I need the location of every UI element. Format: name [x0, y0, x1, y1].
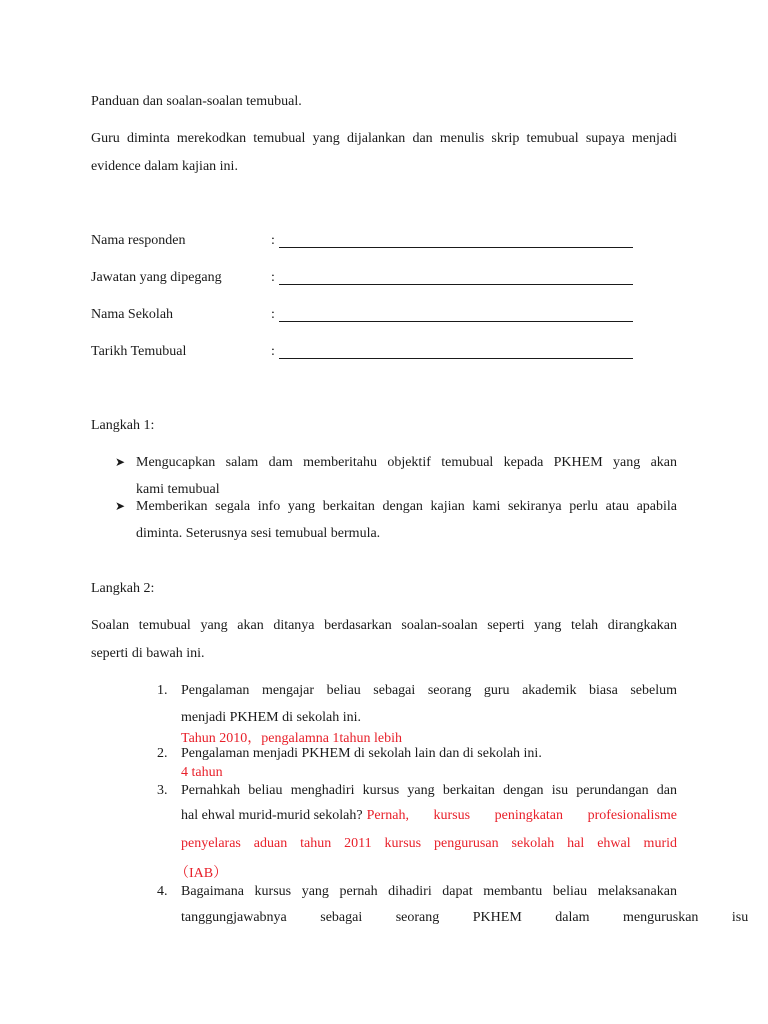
field-colon: :	[271, 344, 275, 359]
question-3-number: 3.	[157, 783, 168, 798]
step2-title: Langkah 2:	[91, 581, 155, 596]
field-label: Nama Sekolah	[91, 307, 174, 322]
question-2-line1: Pengalaman menjadi PKHEM di sekolah lain dan di sekolah ini.	[181, 746, 542, 761]
form-field-tarikh	[0, 344, 768, 364]
question-3-line2-question: hal ehwal murid-murid sekolah?	[181, 808, 363, 823]
question-1-line1: Pengalaman mengajar beliau sebagai seorang guru akademik biasa sebelum	[181, 683, 677, 698]
field-colon: :	[271, 307, 275, 322]
field-blank-line[interactable]	[279, 284, 633, 285]
document-heading: Panduan dan soalan-soalan temubual.	[91, 94, 302, 109]
form-field-jawatan	[0, 270, 768, 290]
question-1-answer: Tahun 2010，pengalamna 1tahun lebih	[181, 731, 403, 746]
intro-line-2: evidence dalam kajian ini.	[91, 159, 238, 174]
question-4-number: 4.	[157, 884, 168, 899]
form-field-nama-sekolah	[0, 307, 768, 327]
field-colon: :	[271, 270, 275, 285]
step2-intro-line-2: seperti di bawah ini.	[91, 646, 205, 661]
question-1-number: 1.	[157, 683, 168, 698]
question-3-answer-part2: penyelaras aduan tahun 2011 kursus pengurusan sekolah hal ehwal murid	[181, 836, 677, 851]
intro-line-1: Guru diminta merekodkan temubual yang dijalankan dan menulis skrip temubual supaya menjadi	[91, 131, 677, 146]
question-3-line2	[181, 808, 677, 824]
step2-intro-line-1: Soalan temubual yang akan ditanya berdasarkan soalan-soalan seperti yang telah dirangkakan	[91, 618, 677, 633]
question-3-line1: Pernahkah beliau menghadiri kursus yang berkaitan dengan isu perundangan dan	[181, 783, 677, 798]
form-field-nama-responden	[0, 233, 768, 253]
question-2-number: 2.	[157, 746, 168, 761]
question-2-answer: 4 tahun	[181, 765, 223, 780]
field-blank-line[interactable]	[279, 358, 633, 359]
step1-bullet-1-line2: kami temubual	[136, 482, 220, 497]
step1-bullet-2-line2: diminta. Seterusnya sesi temubual bermula.	[136, 526, 381, 541]
question-3-answer-part1: Pernah, kursus peningkatan profesionalisme	[366, 808, 677, 823]
question-1-line2: menjadi PKHEM di sekolah ini.	[181, 710, 362, 725]
question-4-line1: Bagaimana kursus yang pernah dihadiri dapat membantu beliau melaksanakan	[181, 884, 677, 899]
question-3-answer-part3: （IAB）	[175, 866, 228, 881]
field-label: Jawatan yang dipegang	[91, 270, 222, 285]
field-label: Nama responden	[91, 233, 186, 248]
arrow-bullet-icon: ➤	[115, 499, 126, 513]
step1-title: Langkah 1:	[91, 418, 155, 433]
field-blank-line[interactable]	[279, 321, 633, 322]
question-4-line2: tanggungjawabnya sebagai seorang PKHEM dalam menguruskan isu	[181, 910, 749, 925]
step1-bullet-1-line1: Mengucapkan salam dam memberitahu objektif temubual kepada PKHEM yang akan	[136, 455, 677, 470]
field-colon: :	[271, 233, 275, 248]
arrow-bullet-icon: ➤	[115, 455, 126, 469]
field-label: Tarikh Temubual	[91, 344, 187, 359]
step1-bullet-2-line1: Memberikan segala info yang berkaitan dengan kajian kami sekiranya perlu atau apabila	[136, 499, 677, 514]
field-blank-line[interactable]	[279, 247, 633, 248]
